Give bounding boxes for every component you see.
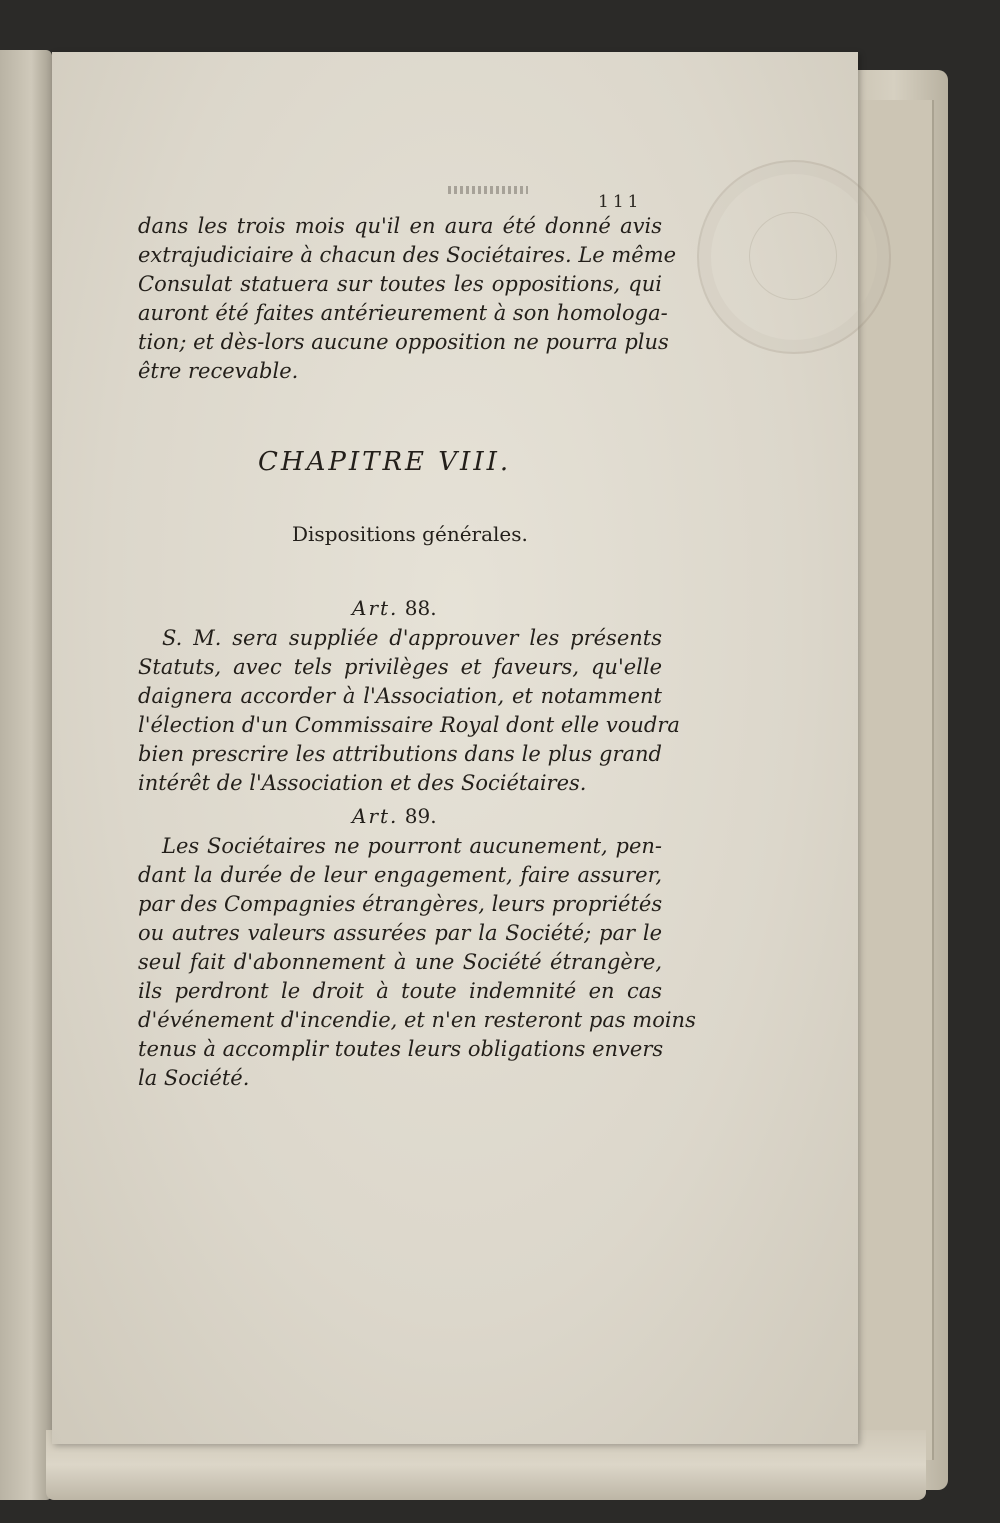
paragraph-line: dans les trois mois qu'il en aura été donné avis <box>138 214 662 238</box>
article-line: ils perdront le droit à toute indemnité en cas <box>138 979 662 1003</box>
article-label: Art. <box>352 596 399 620</box>
article-line: tenus à accomplir toutes leurs obligations envers <box>138 1037 664 1061</box>
article-line: dant la durée de leur engagement, faire assurer, <box>138 863 662 887</box>
article-line: Les Sociétaires ne pourront aucunement, pen- <box>162 834 662 858</box>
article-line: par des Compagnies étrangères, leurs propriétés <box>138 892 663 916</box>
paragraph-line: auront été faites antérieurement à son homologa- <box>138 301 668 325</box>
article-89-heading <box>352 804 437 828</box>
paragraph-line: extrajudiciaire à chacun des Sociétaires. Le même <box>138 243 677 267</box>
header-ink-marks <box>448 186 528 194</box>
article-line: bien prescrire les attributions dans le plus grand <box>138 742 662 766</box>
paragraph-line: tion; et dès-lors aucune opposition ne pourra plus <box>138 330 669 354</box>
article-line: l'élection d'un Commissaire Royal dont elle voudra <box>138 713 680 737</box>
left-facing-page-edge <box>0 50 52 1500</box>
article-line: d'événement d'incendie, et n'en resteront pas moins <box>138 1008 696 1032</box>
chapter-subtitle: Dispositions générales. <box>292 522 528 546</box>
article-number: 88. <box>404 596 437 620</box>
embossed-seal-icon <box>697 160 891 354</box>
article-line: Statuts, avec tels privilèges et faveurs, qu'elle <box>138 655 662 679</box>
article-number: 89. <box>404 804 437 828</box>
article-line: seul fait d'abonnement à une Société étrangère, <box>138 950 662 974</box>
paragraph-line: Consulat statuera sur toutes les oppositions, qui <box>138 272 662 296</box>
article-line: intérêt de l'Association et des Sociétaires. <box>138 771 587 795</box>
article-label: Art. <box>352 804 399 828</box>
article-line: la Société. <box>138 1066 250 1090</box>
embossed-seal-center <box>749 212 837 300</box>
article-89-body <box>138 832 696 1093</box>
article-line: daignera accorder à l'Association, et notamment <box>138 684 662 708</box>
article-88-body <box>138 624 680 798</box>
article-88-heading <box>352 596 437 620</box>
paragraph-line: être recevable. <box>138 359 299 383</box>
chapter-title: CHAPITRE VIII. <box>258 447 512 477</box>
article-line: ou autres valeurs assurées par la Société; par le <box>138 921 662 945</box>
article-line: S. M. sera suppliée d'approuver les présents <box>162 626 662 650</box>
page-number: 111 <box>598 192 643 212</box>
paragraph-top <box>138 212 677 386</box>
